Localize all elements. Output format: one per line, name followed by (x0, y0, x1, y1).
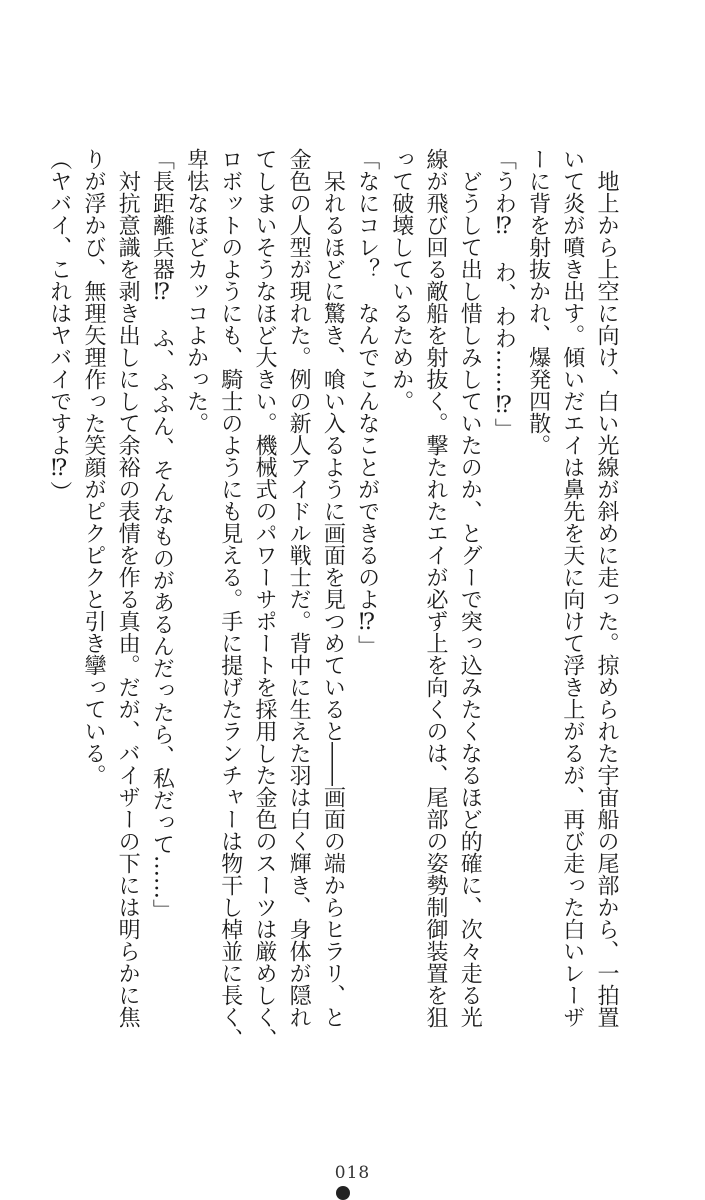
text-line: りが浮かび、無理矢理作った笑顔がピクピクと引き攣っている。 (80, 148, 106, 786)
text-line: どうして出し惜しみしていたのか、とグーで突っ込みたくなるほど的確に、次々走る光 (457, 148, 483, 1028)
text-line: ーに背を射抜かれ、爆発四散。 (525, 148, 551, 456)
text-line: 卑怯なほどカッコよかった。 (183, 148, 209, 434)
text-line: 「なにコレ？ なんでこんなことができるのよ⁉」 (354, 148, 380, 657)
text-line: 対抗意識を剥き出しにして余裕の表情を作る真由。だが、バイザーの下には明らかに焦 (115, 148, 141, 1028)
vertical-text-body (42, 148, 623, 1048)
text-line: 呆れるほどに驚き、喰い入るように画面を見つめていると――画面の端からヒラリ、と (320, 148, 346, 1028)
text-line: 金色の人型が現れた。例の新人アイドル戦士だ。背中に生えた羽は白く輝き、身体が隠れ (286, 148, 312, 1028)
text-line: ロボットのようにも、騎士のようにも見える。手に提げたランチャーは物干し棹並に長く、 (217, 148, 243, 1050)
text-line: 線が飛び回る敵船を射抜く。撃たれたエイが必ず上を向くのは、尾部の姿勢制御装置を狙 (422, 148, 448, 1028)
text-line: って破壊しているためか。 (388, 148, 414, 412)
text-line: 「長距離兵器⁉ ふ、ふふん、そんなものがあるんだったら、私だって……」 (149, 148, 175, 921)
text-line: 「うわ⁉ わ、わわ……⁉」 (491, 148, 517, 440)
text-line: てしまいそうなほど大きい。機械式のパワーサポートを採用した金色のスーツは厳めしく、 (251, 148, 277, 1050)
text-line: 地上から上空に向け、白い光線が斜めに走った。掠められた宇宙船の尾部から、一拍置 (594, 148, 619, 1028)
text-line: （ヤバイ、これはヤバイですよ⁉） (46, 148, 72, 503)
text-line: いて炎が噴き出す。傾いだエイは鼻先を天に向けて浮き上がるが、再び走った白いレーザ (559, 148, 585, 1028)
page-dot-marker (336, 1186, 350, 1200)
page-number: 018 (334, 1163, 371, 1183)
